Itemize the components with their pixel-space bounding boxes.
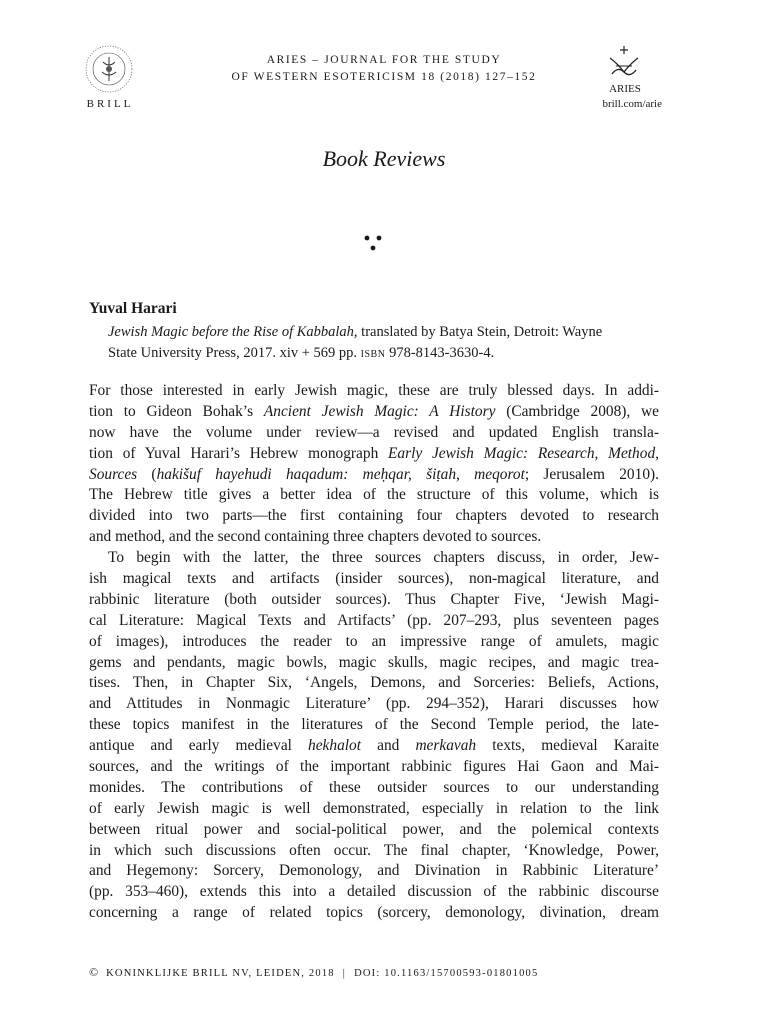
review-header: [89, 298, 669, 364]
body-line: of early Jewish magic is well demonstrated, especially in relation to the link: [89, 799, 659, 817]
body-line: gems and pendants, magic bowls, magic skulls, magic recipes, and magic trea-: [89, 653, 659, 671]
brill-seal-icon: [84, 44, 134, 94]
body-line: rabbinic literature (both outsider sources). Thus Chapter Five, ‘Jewish Magi-: [89, 590, 659, 608]
body-line: For those interested in early Jewish magic, these are truly blessed days. In addi-: [89, 382, 659, 399]
body-line: The Hebrew title gives a better idea of the structure of this volume, which is: [89, 486, 659, 504]
body-line: monides. The contributions of these outsider sources to our understanding: [89, 778, 659, 796]
body-line: and method, and the second containing three chapters devoted to sources.: [89, 528, 542, 546]
body-line: concerning a range of related topics (sorcery, demonology, divination, dream: [89, 904, 659, 922]
body-line: tion of Yuval Harari’s Hebrew monograph Early Jewish Magic: Research, Method,: [89, 444, 659, 462]
doi-link[interactable]: DOI: 10.1163/15700593-01801005: [354, 968, 539, 979]
aries-logo-icon: [604, 44, 644, 82]
book-title: Jewish Magic before the Rise of Kabbalah: [108, 324, 354, 340]
body-line: and Hegemony: Sorcery, Demonology, and Divination in Rabbinic Literature’: [89, 862, 659, 880]
footer-publisher: KONINKLIJKE BRILL NV, LEIDEN, 2018: [106, 968, 335, 979]
journal-logo-name: ARIES: [609, 83, 641, 95]
page-footer: [89, 965, 669, 980]
body-line: (pp. 353–460), extends this into a detailed discussion of the rabbinic discourse: [89, 883, 659, 901]
body-line: in which such discussions often occur. The final chapter, ‘Knowledge, Power,: [89, 841, 659, 859]
body-line: between ritual power and social-political power, and the polemical contexts: [89, 820, 659, 838]
body-line: To begin with the latter, the three sources chapters discuss, in order, Jew-: [108, 549, 659, 567]
body-line: and Attitudes in Nonmagic Literature’ (pp. 294–352), Harari discusses how: [89, 695, 659, 713]
body-line: divided into two parts—the first containing four chapters devoted to research: [89, 507, 659, 525]
section-title: Book Reviews: [322, 146, 446, 171]
biblio-text: , translated by Batya Stein, Detroit: Wayne: [353, 324, 603, 340]
body-line: cal Literature: Magical Texts and Artifacts’ (pp. 207–293, plus seventeen pages: [89, 611, 659, 629]
footer-separator: |: [342, 968, 347, 979]
body-line: tises. Then, in Chapter Six, ‘Angels, Demons, and Sorceries: Beliefs, Actions,: [89, 674, 659, 692]
body-line: Sources (hakišuf hayehudi haqadum: meḥqar, šiṭah, meqorot; Jerusalem 2010).: [89, 465, 659, 483]
body-line: tion to Gideon Bohak’s Ancient Jewish Magic: A History (Cambridge 2008), we: [89, 402, 659, 420]
journal-title-line-2: OF WESTERN ESOTERICISM 18 (2018) 127–152: [231, 71, 537, 83]
body-line: of images), introduces the reader to an impressive range of amulets, magic: [89, 632, 659, 650]
body-line: sources, and the writings of the important rabbinic figures Hai Gaon and Mai-: [89, 758, 659, 776]
cited-title: Early Jewish Magic: Research, Method,: [388, 444, 659, 462]
review-body: [89, 381, 659, 924]
isbn-number: 978-8143-3630-4.: [385, 345, 495, 361]
body-line: ish magical texts and artifacts (insider sources), non-magical literature, and: [89, 570, 659, 588]
body-line: antique and early medieval hekhalot and merkavah texts, medieval Karaite: [89, 737, 659, 755]
review-author: Yuval Harari: [89, 300, 177, 317]
page-header: [0, 0, 768, 120]
journal-url[interactable]: brill.com/arie: [602, 98, 662, 110]
body-line: now have the volume under review—a revised and updated English transla-: [89, 423, 659, 441]
cited-title: Ancient Jewish Magic: A History: [263, 402, 496, 420]
bibliographic-entry: [89, 322, 669, 364]
journal-title-line-1: ARIES – JOURNAL FOR THE STUDY: [266, 54, 502, 66]
biblio-text-2: State University Press, 2017. xiv + 569 pp.: [108, 345, 361, 361]
copyright-symbol: ©: [89, 965, 99, 979]
hebrew-transliteration: hakišuf hayehudi haqadum: meḥqar, šiṭah, meqorot: [156, 465, 525, 483]
body-line: these topics manifest in the literatures of the Second Temple period, the late-: [89, 716, 659, 734]
publisher-name: BRILL: [86, 98, 134, 110]
isbn-label: isbn: [360, 345, 386, 361]
ornament-dots-icon: [362, 232, 384, 254]
